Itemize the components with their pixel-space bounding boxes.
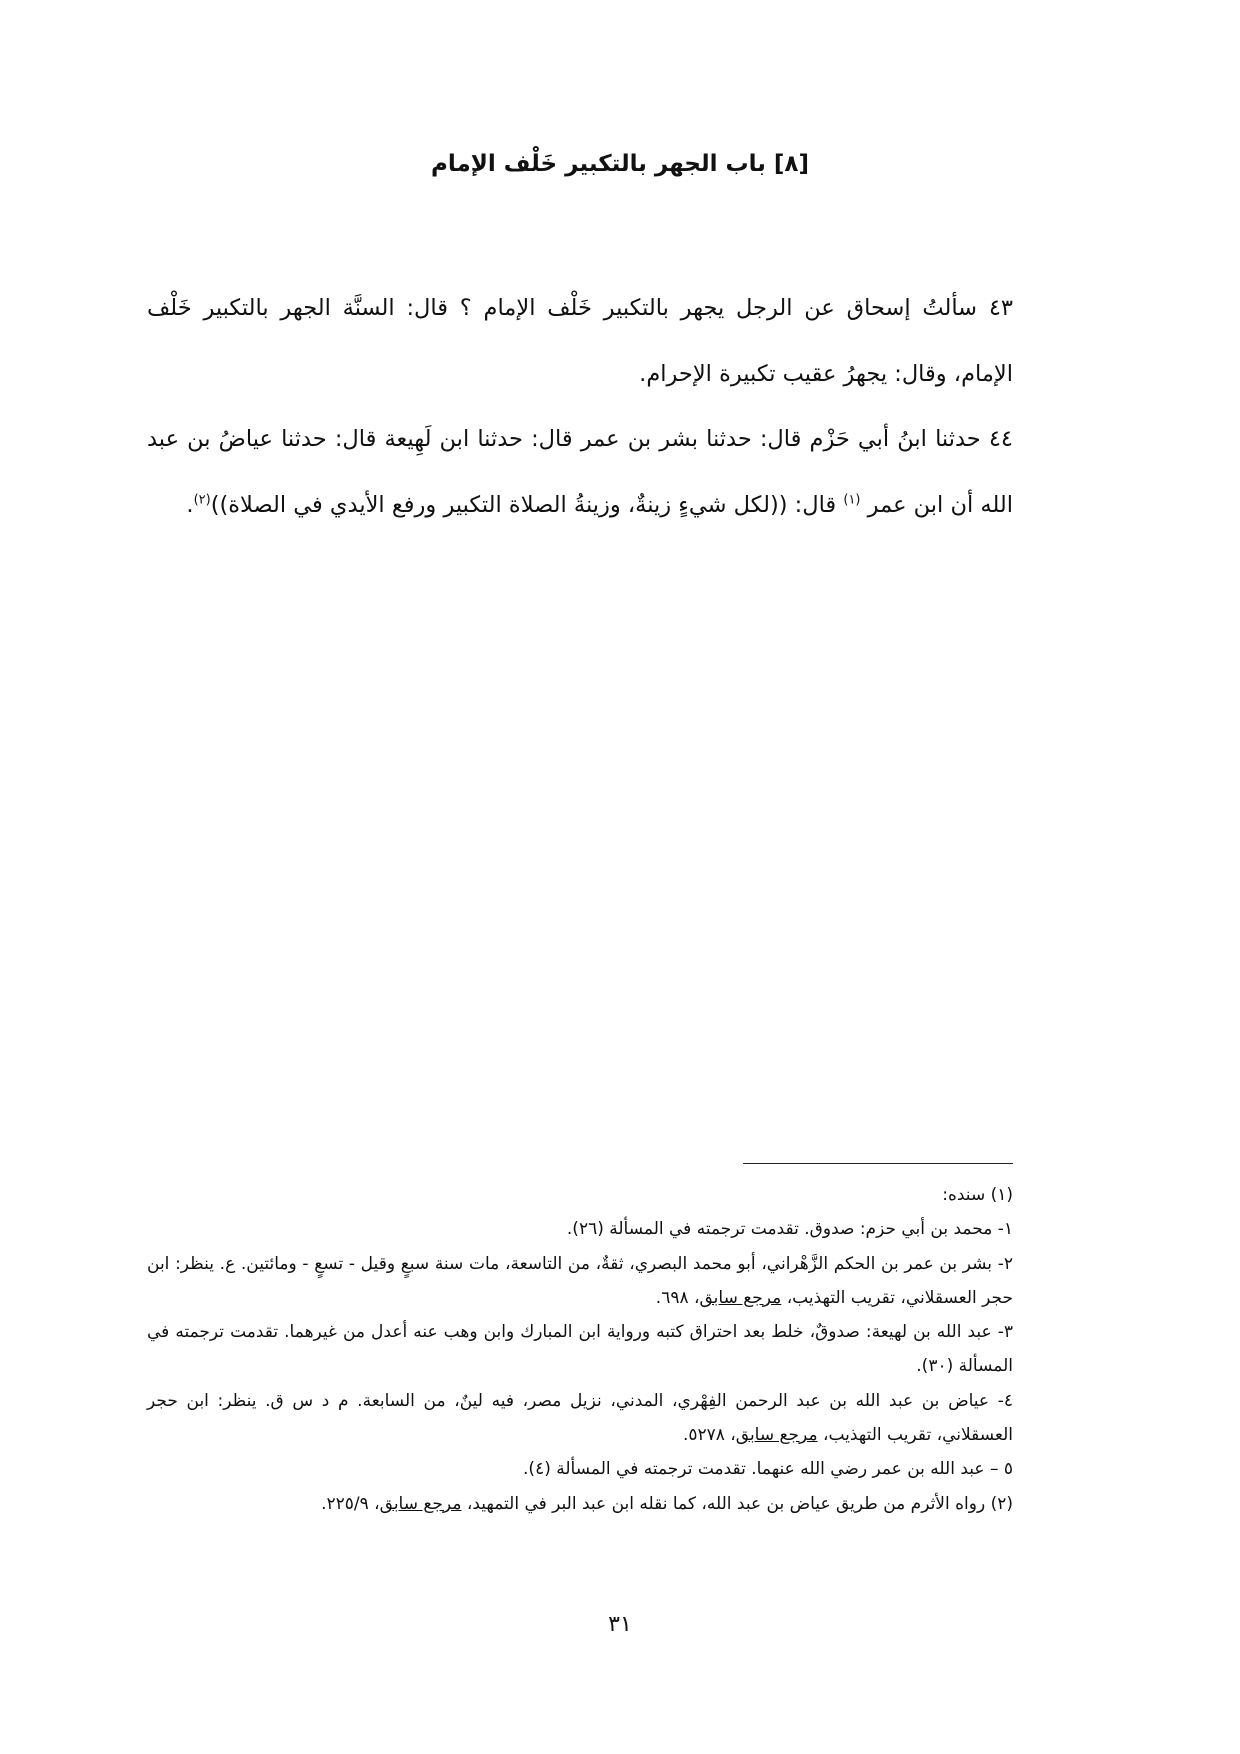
- hadith-44: [147, 407, 1013, 538]
- main-text: [147, 276, 1013, 538]
- narrator-2-page: ، ٦٩٨.: [655, 1287, 700, 1308]
- footnote-1-narrator-3: ٣- عبد الله بن لهيعة: صدوقٌ، خلط بعد احتراق كتبه ورواية ابن المبارك وابن وهب عنه أعدل من غيرهما. تقدمت ترجمته في المسألة (٣٠).: [147, 1322, 1013, 1377]
- narrator-2-text: ٢- بشر بن عمر بن الحكم الزَّهْراني، أبو محمد البصري، ثقةٌ، من التاسعة، مات سنة سبعٍ وقيل - تسعٍ - ومائتين. ع. ينظر: ابن حجر العسقلاني، تقريب التهذيب،: [147, 1253, 1013, 1308]
- narrator-4-page: ، ٥٢٧٨.: [682, 1425, 736, 1446]
- footnote-separator: [743, 1163, 1013, 1164]
- section-heading: [٨] باب الجهر بالتكبير خَلْف الإمام: [431, 151, 809, 177]
- hadith-44-part2: قال: ((لكل شيءٍ زينةٌ، وزينةُ الصلاة التكبير ورفع الأيدي في الصلاة)): [210, 491, 837, 518]
- reference-link: مرجع سابق: [699, 1287, 782, 1308]
- footnote-ref-1[interactable]: (١): [843, 492, 861, 507]
- footnote-1-intro: (١) سنده:: [942, 1185, 1013, 1205]
- footnote-2-page: ، ٢٢٥/٩.: [321, 1493, 380, 1514]
- footnote-2: [147, 1487, 1013, 1521]
- reference-link: مرجع سابق: [735, 1425, 818, 1446]
- page-number: ٣١: [608, 1612, 632, 1637]
- footnote-1-narrator-4: [147, 1384, 1013, 1453]
- hadith-44-part1: ٤٤ حدثنا ابنُ أبي حَزْم قال: حدثنا بشر بن عمر قال: حدثنا ابن لَهِيعة قال: حدثنا عياضُ بن عبد الله أن ابن عمر: [147, 426, 1013, 518]
- footnote-1-narrator-1: ١- محمد بن أبي حزم: صدوق. تقدمت ترجمته في المسألة (٢٦).: [566, 1219, 1013, 1240]
- footnote-ref-2[interactable]: (٢): [193, 492, 211, 507]
- narrator-4-text: ٤- عياض بن عبد الله بن عبد الرحمن الفِهْري، المدني، نزيل مصر، فيه لينٌ، من السابعة. م د س ق. ينظر: ابن حجر العسقلاني، تقريب التهذيب،: [147, 1390, 1013, 1446]
- footnote-2-text: (٢) رواه الأثرم من طريق عياض بن عبد الله، كما نقله ابن عبد البر في التمهيد،: [466, 1493, 1013, 1514]
- footnote-1-narrator-2: [147, 1247, 1013, 1316]
- footnote-1-narrator-5: ٥ – عبد الله بن عمر رضي الله عنهما. تقدمت ترجمته في المسألة (٤).: [523, 1459, 1013, 1480]
- question-43: ٤٣ سألتُ إسحاق عن الرجل يجهر بالتكبير خَلْف الإمام ؟ قال: السنَّة الجهر بالتكبير خَلْف الإمام، وقال: يجهرُ عقيب تكبيرة الإحرام.: [147, 295, 1013, 387]
- footnotes: [147, 1178, 1013, 1521]
- hadith-44-end: .: [186, 491, 194, 518]
- reference-link: مرجع سابق: [379, 1493, 462, 1514]
